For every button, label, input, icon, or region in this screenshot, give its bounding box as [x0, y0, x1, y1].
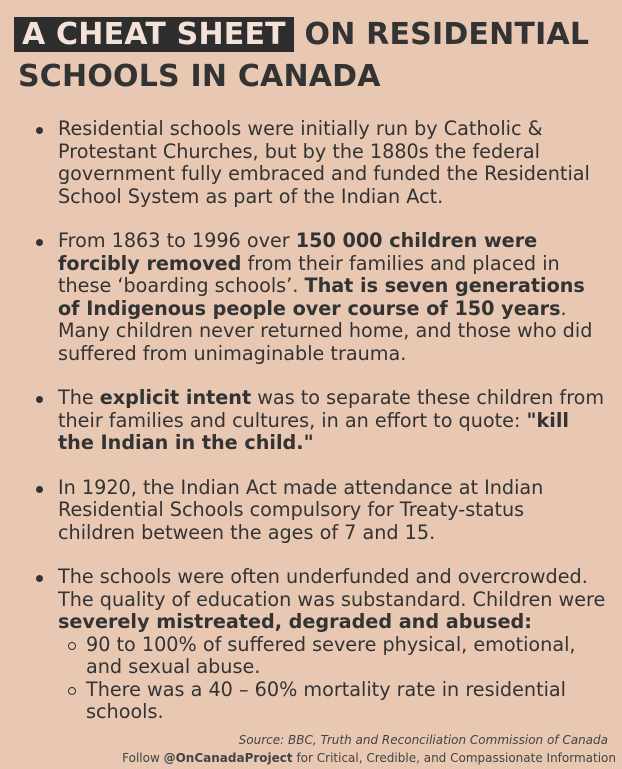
- bullet-bold: That is seven generations of Indigenous people over course of 150 years: [58, 274, 585, 320]
- follow-suffix: for Critical, Credible, and Compassionate Information: [292, 751, 616, 765]
- page-title: [18, 14, 608, 98]
- bullet-list: [34, 118, 606, 724]
- bullet-text: In 1920, the Indian Act made attendance at Indian Residential Schools compulsory for Treaty-status children between the ages of 7 and 15.: [58, 475, 544, 544]
- source-citation: Source: BBC, Truth and Reconciliation Commission of Canada: [238, 733, 608, 747]
- follow-handle: @OnCanadaProject: [163, 751, 293, 765]
- bullet-children-removed: [34, 230, 606, 365]
- cheat-sheet-content: [34, 118, 606, 746]
- bullet-churches: [34, 118, 606, 208]
- bullet-text: . Many children never returned home, and those who did suffered from unimaginable trauma.: [58, 296, 593, 365]
- title-highlight: A CHEAT SHEET: [14, 17, 294, 52]
- bullet-conditions: [34, 566, 606, 724]
- bullet-text: From 1863 to 1996 over: [58, 229, 296, 252]
- bullet-text: The schools were often underfunded and overcrowded. The quality of education was substandard. Children were: [58, 565, 606, 611]
- bullet-bold: 150 000 children were forcibly removed: [58, 229, 538, 275]
- bullet-bold: "kill the Indian in the child.": [58, 408, 570, 454]
- bullet-text: Residential schools were initially run by Catholic & Protestant Churches, but by the 1880s the federal government fully embraced and funded the Residential School System as part of the Indian Act.: [58, 117, 590, 208]
- sub-item-mortality: There was a 40 – 60% mortality rate in residential schools.: [58, 679, 606, 724]
- sub-list: [58, 634, 606, 724]
- title-line2: SCHOOLS IN CANADA: [18, 59, 381, 94]
- follow-prefix: Follow: [122, 751, 164, 765]
- bullet-1920-act: [34, 477, 606, 545]
- bullet-text: from their families and placed in these ‘boarding schools’.: [58, 251, 560, 297]
- bullet-intent: [34, 387, 606, 455]
- bullet-text: was to separate these children from their families and cultures, in an effort to quote:: [58, 386, 605, 432]
- follow-line: [122, 751, 616, 765]
- bullet-bold: explicit intent: [99, 386, 252, 409]
- sub-item-abuse: 90 to 100% of suffered severe physical, emotional, and sexual abuse.: [58, 634, 606, 679]
- bullet-text: The: [58, 386, 100, 409]
- title-rest: ON RESIDENTIAL: [304, 17, 590, 52]
- bullet-bold: severely mistreated, degraded and abused:: [58, 610, 532, 633]
